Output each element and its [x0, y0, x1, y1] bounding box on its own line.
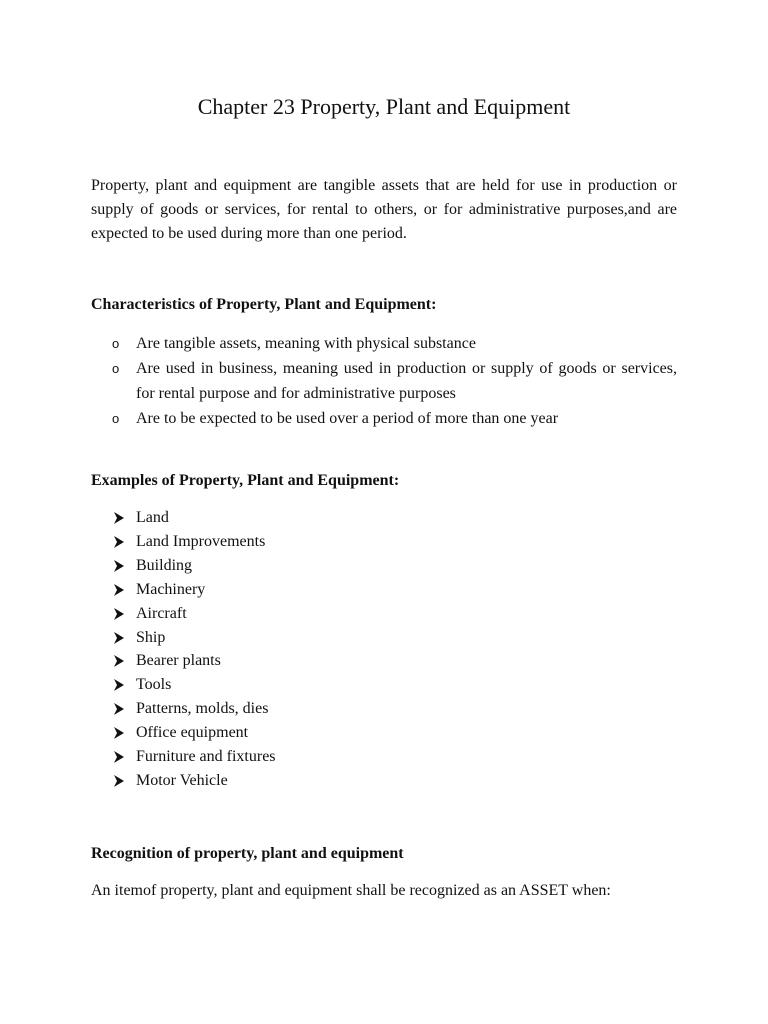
- circle-bullet-icon: o: [112, 361, 120, 376]
- arrow-bullet-icon: [112, 626, 126, 650]
- arrow-bullet-icon: [112, 745, 126, 769]
- list-item-text: Ship: [136, 628, 166, 646]
- list-item-text: Are used in business, meaning used in production or supply of goods or services, for rental purpose and for administrative purposes: [136, 360, 677, 402]
- circle-bullet-icon: o: [112, 411, 120, 426]
- list-item: [112, 602, 276, 626]
- arrow-bullet-icon: [112, 578, 126, 602]
- list-item: [112, 356, 677, 406]
- recognition-text: An itemof property, plant and equipment shall be recognized as an ASSET when:: [91, 882, 611, 899]
- list-item-text: Building: [136, 556, 193, 574]
- list-item: [112, 331, 677, 356]
- list-item-text: Motor Vehicle: [136, 771, 228, 789]
- circle-bullet-icon: o: [112, 336, 120, 351]
- arrow-bullet-icon: [112, 554, 126, 578]
- examples-heading: Examples of Property, Plant and Equipment:: [91, 472, 400, 489]
- page-title: Chapter 23 Property, Plant and Equipment: [197, 94, 571, 119]
- list-item: [112, 530, 276, 554]
- list-item: [112, 626, 276, 650]
- intro-paragraph: [91, 174, 677, 246]
- list-item-text: Patterns, molds, dies: [136, 700, 269, 718]
- intro-text: Property, plant and equipment are tangible assets that are held for use in production or supply of goods or services, for rental to others, or for administrative purposes,and are expected to be used during more than one period.: [91, 177, 677, 242]
- arrow-bullet-icon: [112, 697, 126, 721]
- list-item: [112, 649, 276, 673]
- list-item-text: Office equipment: [136, 724, 249, 742]
- list-item-text: Land: [136, 509, 169, 526]
- characteristics-list: [112, 331, 677, 431]
- list-item-text: Land Improvements: [136, 532, 266, 550]
- list-item: [112, 745, 276, 769]
- list-item-text: Bearer plants: [136, 652, 221, 670]
- arrow-bullet-icon: [112, 769, 126, 793]
- arrow-bullet-icon: [112, 721, 126, 745]
- list-item: [112, 769, 276, 793]
- list-item-text: Furniture and fixtures: [136, 748, 276, 766]
- list-item-text: Are to be expected to be used over a period of more than one year: [136, 410, 559, 427]
- list-item: [112, 406, 677, 431]
- arrow-bullet-icon: [112, 673, 126, 697]
- list-item: [112, 554, 276, 578]
- list-item-text: Are tangible assets, meaning with physical substance: [136, 335, 476, 352]
- recognition-heading: Recognition of property, plant and equipment: [91, 845, 404, 862]
- list-item-text: Tools: [136, 676, 172, 694]
- list-item: [112, 578, 276, 602]
- list-item: [112, 721, 276, 745]
- examples-list: [112, 506, 276, 793]
- arrow-bullet-icon: [112, 530, 126, 554]
- list-item: [112, 673, 276, 697]
- characteristics-heading: Characteristics of Property, Plant and Equipment:: [91, 296, 437, 313]
- arrow-bullet-icon: [112, 602, 126, 626]
- list-item: [112, 697, 276, 721]
- list-item-text: Machinery: [136, 580, 206, 598]
- list-item-text: Aircraft: [136, 604, 187, 622]
- arrow-bullet-icon: [112, 649, 126, 673]
- arrow-bullet-icon: [112, 506, 126, 530]
- list-item: [112, 506, 276, 530]
